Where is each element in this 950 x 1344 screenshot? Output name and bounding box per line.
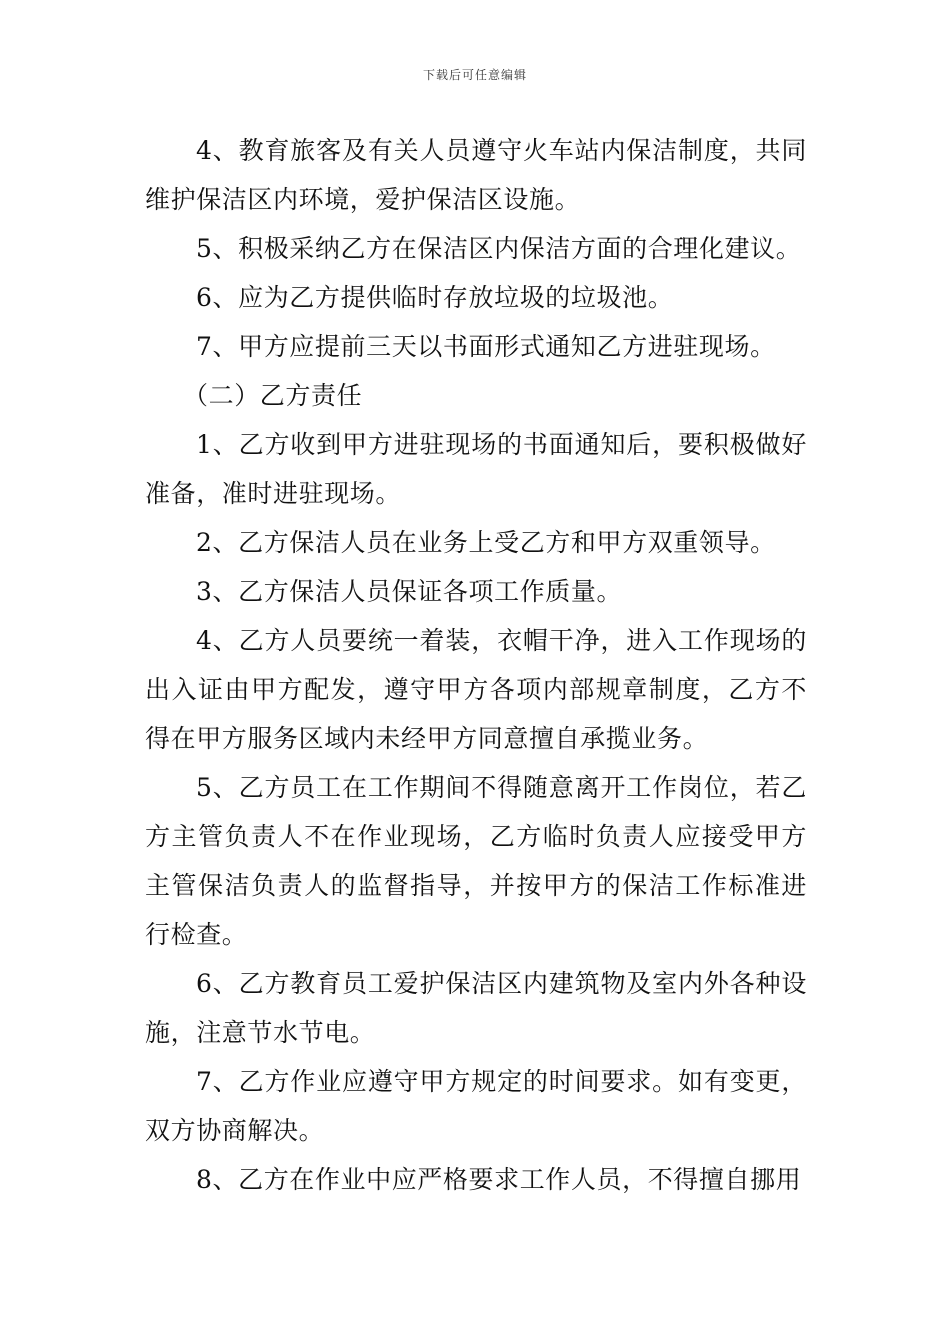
paragraph-item-4-party-a: 4、教育旅客及有关人员遵守火车站内保洁制度，共同维护保洁区内环境，爱护保洁区设施。	[145, 136, 807, 214]
paragraph-item-6-party-a: 6、应为乙方提供临时存放垃圾的垃圾池。	[196, 283, 674, 312]
paragraph-item-8-party-b: 8、乙方在作业中应严格要求工作人员，不得擅自挪用	[196, 1165, 802, 1194]
paragraph-item-7-party-b: 7、乙方作业应遵守甲方规定的时间要求。如有变更，双方协商解决。	[145, 1067, 807, 1145]
paragraph-item-6-party-b: 6、乙方教育员工爱护保洁区内建筑物及室内外各种设施，注意节水节电。	[145, 969, 807, 1047]
document-body	[145, 126, 807, 1204]
paragraph-item-4-party-b: 4、乙方人员要统一着装，衣帽干净，进入工作现场的出入证由甲方配发，遵守甲方各项内部规章制度，乙方不得在甲方服务区域内未经甲方同意擅自承揽业务。	[145, 626, 807, 753]
paragraph-item-1-party-b: 1、乙方收到甲方进驻现场的书面通知后，要积极做好准备，准时进驻现场。	[145, 430, 807, 508]
page-header-note: 下载后可任意编辑	[422, 68, 527, 82]
paragraph-item-3-party-b: 3、乙方保洁人员保证各项工作质量。	[196, 577, 623, 606]
paragraph-item-2-party-b: 2、乙方保洁人员在业务上受乙方和甲方双重领导。	[196, 528, 776, 557]
section-heading-party-b: （二）乙方责任	[183, 381, 363, 410]
paragraph-item-5-party-b: 5、乙方员工在工作期间不得随意离开工作岗位，若乙方主管负责人不在作业现场，乙方临时负责人应接受甲方主管保洁负责人的监督指导，并按甲方的保洁工作标准进行检查。	[145, 773, 807, 949]
paragraph-item-7-party-a: 7、甲方应提前三天以书面形式通知乙方进驻现场。	[196, 332, 776, 361]
paragraph-item-5-party-a: 5、积极采纳乙方在保洁区内保洁方面的合理化建议。	[196, 234, 802, 263]
